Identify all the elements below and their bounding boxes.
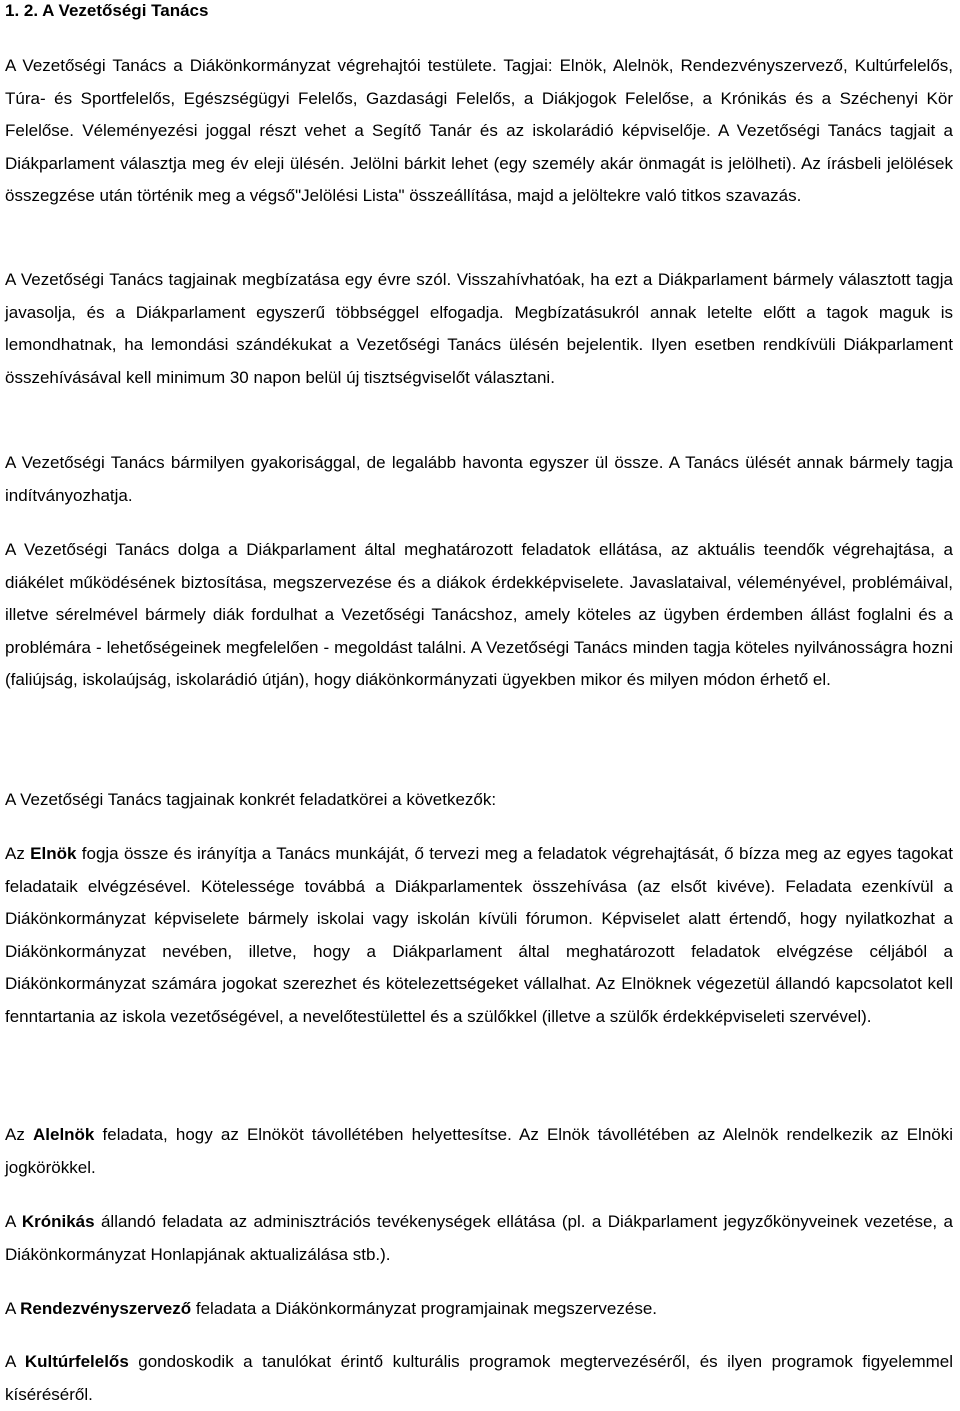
role-name-vice-president: Alelnök	[32, 1125, 95, 1144]
paragraph-role-president	[5, 838, 953, 1033]
text-prefix: A	[5, 1299, 21, 1318]
paragraph-role-culture-officer	[5, 1346, 953, 1411]
paragraph-role-event-organizer	[5, 1293, 953, 1326]
text-prefix: A	[5, 1212, 22, 1231]
paragraph-duties: A Vezetőségi Tanács dolga a Diákparlament által meghatározott feladatok ellátása, az aktuális teendők végrehajtása, a diákélet működésének biztosítása, megszervezése és a diákok érdekképviselete. Javaslataival, véleményével, problémáival, illetve sérelmével bármely diák fordulhat a Vezetőségi Tanácshoz, amely köteles az ügyben érdemben állást foglalni és a problémára - lehetőségeinek megfelelően - megoldást találni. A Vezetőségi Tanács minden tagja köteles nyilvánosságra hozni (faliújság, iskolaújság, iskolarádió útján), hogy diákönkormányzati ügyekben mikor és milyen módon érhető el.	[5, 540, 953, 689]
text-body: fogja össze és irányítja a Tanács munkáját, ő tervezi meg a feladatok végrehajtását, ő bízza meg az egyes tagokat feladataik elvégzésével. Kötelessége továbbá a Diákparlamentek összehívása (az elsőt kivéve). Feladata ezenkívül a Diákönkormányzat képviselete bármely iskolai vagy iskolán kívüli fórumon. Képviselet alatt értendő, hogy nyilatkozhat a Diákönkormányzat nevében, illetve, hogy a Diákparlament által meghatározott feladatok elvégzése céljából a Diákönkormányzat számára jogokat szerezhet és kötelezettségeket vállalhat. Az Elnöknek végezetül állandó kapcsolatot kell fenntartania az iskola vezetőségével, a nevelőtestülettel és a szülőkkel (illetve a szülők érdekképviseleti szervével).	[5, 844, 953, 1026]
paragraph-meetings: A Vezetőségi Tanács bármilyen gyakorisággal, de legalább havonta egyszer ül össze. A Tanács ülését annak bármely tagja indítványozhatja.	[5, 453, 953, 505]
text-body: állandó feladata az adminisztrációs tevékenységek ellátása (pl. a Diákparlament jegyzőkönyveinek vezetése, a Diákönkormányzat Honlapjának aktualizálása stb.).	[5, 1212, 953, 1264]
role-name-event-organizer: Rendezvényszervező	[20, 1299, 192, 1318]
role-name-chronicler: Krónikás	[21, 1212, 95, 1231]
paragraph-mandate: A Vezetőségi Tanács tagjainak megbízatása egy évre szól. Visszahívhatóak, ha ezt a Diákparlament bármely választott tagja javasolja, és a Diákparlament egyszerű többséggel elfogadja. Megbízatásukról annak letelte előtt a tagok maguk is lemondhatnak, ha lemondási szándékukat a Vezetőségi Tanács ülésén bejelentik. Ilyen esetben rendkívüli Diákparlament összehívásával kell minimum 30 napon belül új tisztségviselőt választani.	[5, 270, 953, 387]
paragraph-roles-intro: A Vezetőségi Tanács tagjainak konkrét feladatkörei a következők:	[5, 790, 497, 809]
text-prefix: Az	[5, 844, 31, 863]
section-heading: 1. 2. A Vezetőségi Tanács	[5, 1, 209, 20]
paragraph-role-chronicler	[5, 1206, 953, 1271]
role-name-culture-officer: Kultúrfelelős	[24, 1352, 129, 1371]
paragraph-role-vice-president	[5, 1119, 953, 1184]
role-name-president: Elnök	[30, 844, 77, 863]
text-prefix: A	[5, 1352, 25, 1371]
paragraph-composition: A Vezetőségi Tanács a Diákönkormányzat végrehajtói testülete. Tagjai: Elnök, Alelnök, Rendezvényszervező, Kultúrfelelős, Túra- és Sportfelelős, Egészségügyi Felelős, Gazdasági Felelős, a Diákjogok Felelőse, a Krónikás és a Széchenyi Kör Felelőse. Véleményezési joggal részt vehet a Segítő Tanár és az iskolarádió képviselője. A Vezetőségi Tanács tagjait a Diákparlament választja meg év eleji ülésén. Jelölni bárkit lehet (egy személy akár önmagát is jelölheti). Az írásbeli jelölések összegzése után történik meg a végső"Jelölési Lista" összeállítása, majd a jelöltekre való titkos szavazás.	[5, 56, 953, 205]
text-body: feladata, hogy az Elnököt távollétében helyettesítse. Az Elnök távollétében az Alelnök rendelkezik az Elnöki jogkörökkel.	[5, 1125, 954, 1177]
text-prefix: Az	[5, 1125, 33, 1144]
text-body: gondoskodik a tanulókat érintő kulturális programok megtervezéséről, és ilyen programok figyelemmel kíséréséről.	[5, 1352, 953, 1404]
text-body: feladata a Diákönkormányzat programjainak megszervezése.	[191, 1299, 657, 1318]
